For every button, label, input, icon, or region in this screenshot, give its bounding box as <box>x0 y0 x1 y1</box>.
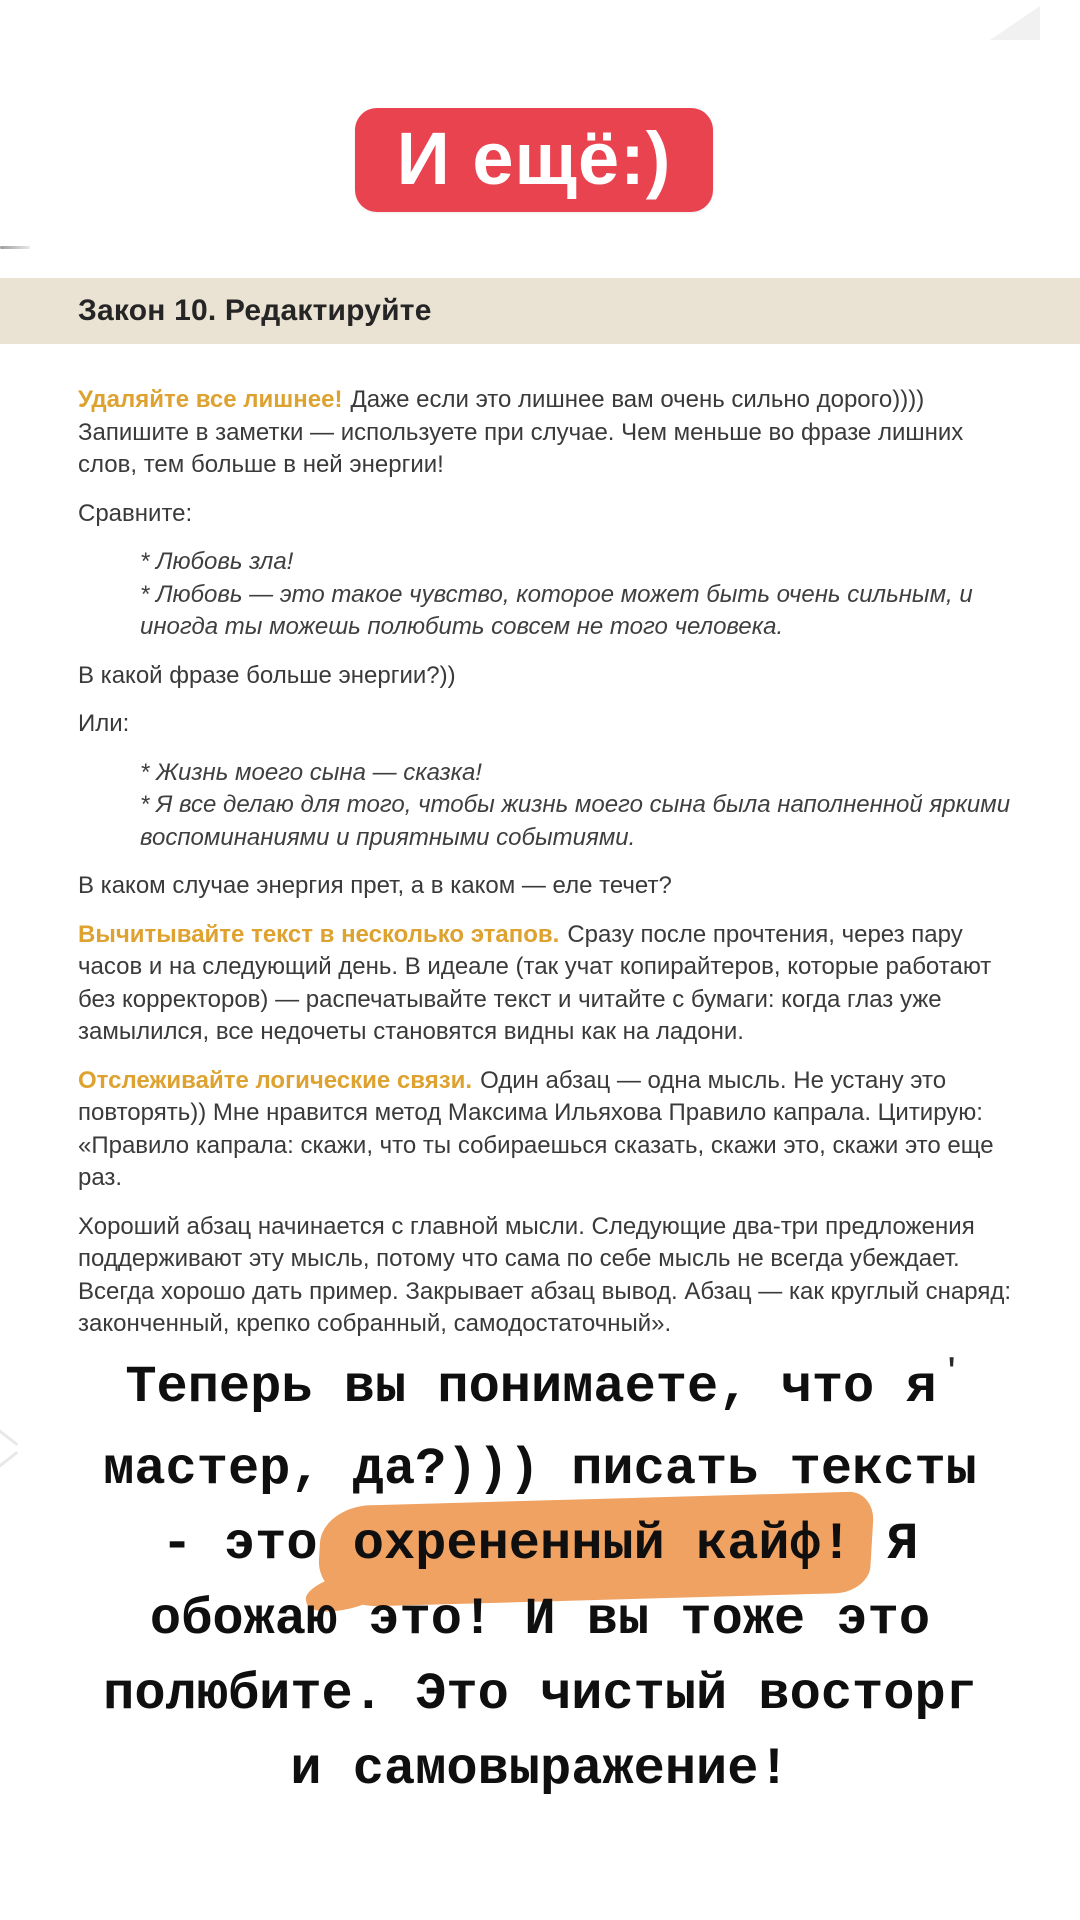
paragraph-lead: Отслеживайте логические связи. <box>78 1066 473 1094</box>
caption-line: обожаю это! И вы тоже это <box>149 1590 931 1649</box>
paragraph-text: Даже если это лишнее вам очень сильно дорого)))) Запишите в заметки — используете при случае. Чем меньше во фразе лишних слов, тем больше в ней энергии! <box>78 386 964 478</box>
quote-line: * Любовь — это такое чувство, которое может быть очень сильным, и иногда ты можешь полюбить совсем не того человека. <box>140 580 973 640</box>
edge-dash-artifact <box>0 246 30 249</box>
paragraph: В каком случае энергия прет, а в каком — еле течет? <box>78 872 672 899</box>
highlighted-phrase: охрененный кайф! <box>352 1515 853 1574</box>
paragraph-lead: Вычитывайте текст в несколько этапов. <box>78 920 560 948</box>
paragraph-text: Сразу после прочтения, через пару часов и на следующий день. В идеале (так учат копирайтеров, которые работают без корректоров) — распечатывайте текст и читайте с бумаги: когда глаз уже замылился, все недочеты становятся видны как на ладони. <box>78 920 992 1045</box>
caption-line <box>0 1350 1080 1432</box>
caption-line-text: - это <box>161 1515 349 1574</box>
caption-line: мастер, да?))) писать тексты <box>103 1440 977 1499</box>
quote-line: * Жизнь моего сына — сказка! <box>140 758 482 786</box>
caption-line: и самовыражение! <box>290 1740 790 1799</box>
more-badge <box>355 108 713 212</box>
caption-line-text: Я <box>856 1515 919 1574</box>
paragraph: Хороший абзац начинается с главной мысли. Следующие два-три предложения поддерживают эту мысль, потому что сама по себе мысль не всегда убеждает. Всегда хорошо дать пример. Закрывает абзац вывод. Абзац — как круглый снаряд: законченный, крепко собранный, самодостаточный». <box>78 1212 1011 1337</box>
paragraph: В какой фразе больше энергии?)) <box>78 661 456 689</box>
paragraph <box>78 384 1014 482</box>
paragraph: Сравните: <box>78 499 193 527</box>
caption-line <box>0 1507 1080 1582</box>
caption-line-text: Теперь вы понимаете, что я <box>125 1358 937 1417</box>
stray-apostrophe: ' <box>942 1355 961 1389</box>
document-body <box>78 384 1014 1341</box>
paragraph <box>78 919 1014 1049</box>
quote-block <box>140 546 1014 644</box>
paragraph-lead: Удаляйте все лишнее! <box>78 386 343 413</box>
quote-line: * Любовь зла! <box>140 548 294 575</box>
highlight-stroke <box>349 1507 856 1582</box>
paragraph-text: Один абзац — одна мысль. Не устану это повторять)) Мне нравится метод Максима Ильяхова Правило капрала. Цитирую: «Правило капрала: скажи, что ты собираешься сказать, скажи это, скажи это еще раз. <box>78 1066 994 1191</box>
document-title: Закон 10. Редактируйте <box>78 294 432 327</box>
paragraph <box>78 1065 1014 1195</box>
more-badge-label: И ещё:) <box>396 116 672 200</box>
paragraph: Или: <box>78 710 130 737</box>
caption-line: полюбите. Это чистый восторг <box>103 1665 977 1724</box>
document-header-bar <box>0 278 1080 344</box>
quote-line: * Я все делаю для того, чтобы жизнь моего сына была наполненной яркими воспоминаниями и приятными событиями. <box>140 791 1011 851</box>
caption-text <box>0 1350 1080 1807</box>
quote-block <box>140 757 1014 855</box>
corner-smudge-artifact <box>990 6 1040 40</box>
